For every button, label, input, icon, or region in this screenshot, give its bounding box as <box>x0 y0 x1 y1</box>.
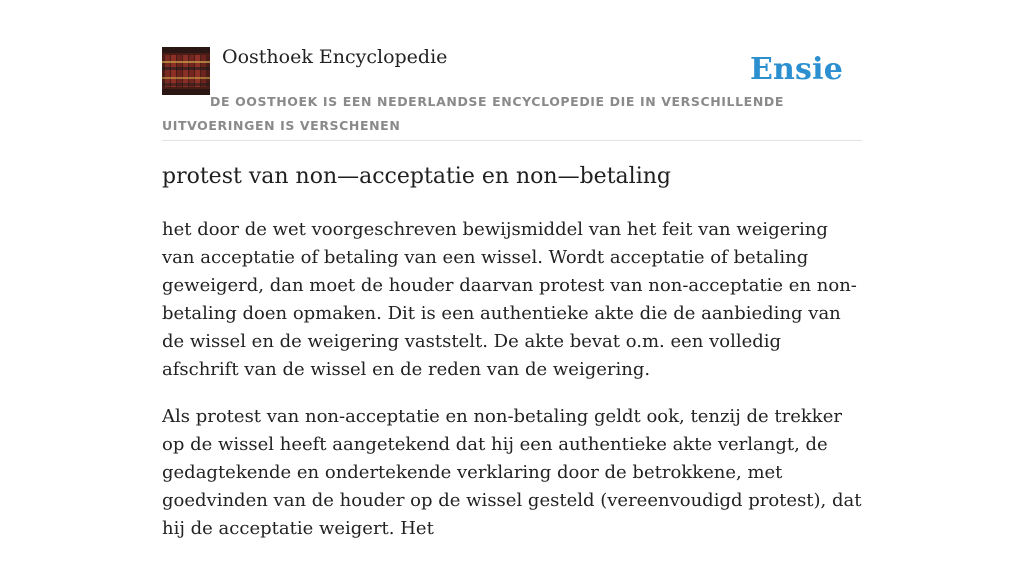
brand-logo[interactable]: Ensie <box>749 52 843 87</box>
publication-header <box>162 0 862 141</box>
article-paragraph: Als protest van non-acceptatie en non-betaling geldt ook, tenzij de trekker op de wissel heeft aangetekend dat hij een authentieke akte verlangt, de gedagtekende en ondertekende verklaring door de betrokkene, met goedvinden van de houder op de wissel gesteld (vereenvoudigd protest), dat hij de acceptatie weigert. Het <box>162 406 862 539</box>
page-container <box>162 0 862 539</box>
article-paragraph: het door de wet voorgeschreven bewijsmiddel van het feit van weigering van acceptatie of betaling van een wissel. Wordt acceptatie of betaling geweigerd, dan moet de houder daarvan protest van non-acceptatie en non-betaling doen opmaken. Dit is een authentieke akte die de aanbieding van de wissel en de weigering vaststelt. De akte bevat o.m. een volledig afschrift van de wissel en de reden van de weigering. <box>162 219 857 380</box>
publication-description: DE OOSTHOEK IS EEN NEDERLANDSE ENCYCLOPEDIE DIE IN VERSCHILLENDE UITVOERINGEN IS VERSCHENEN <box>162 94 784 133</box>
article-body <box>162 216 862 562</box>
article-title: protest van non—acceptatie en non—betaling <box>162 164 671 189</box>
publication-name[interactable]: Oosthoek Encyclopedie <box>222 46 448 68</box>
publication-avatar[interactable] <box>162 47 210 95</box>
book-spines-icon <box>162 47 210 95</box>
